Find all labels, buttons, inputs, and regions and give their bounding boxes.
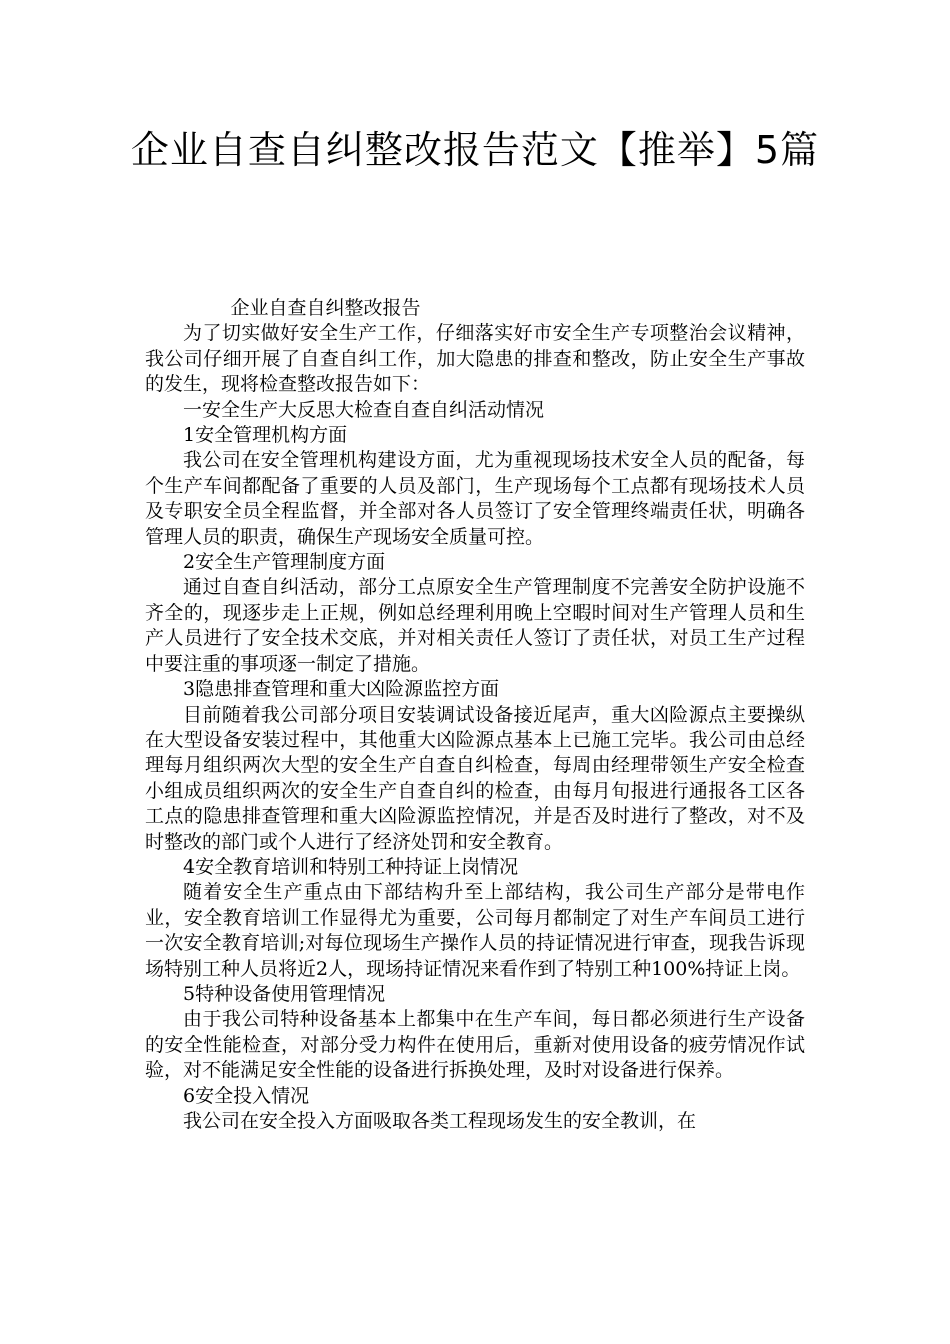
body-paragraph: 由于我公司特种设备基本上都集中在生产车间，每日都必须进行生产设备的安全性能检查，对部分受力构件在使用后，重新对使用设备的疲劳情况作试验，对不能满足安全性能的设备进行拆换处理，及时对设备进行保养。 — [145, 1008, 805, 1082]
section-heading: 2安全生产管理制度方面 — [183, 551, 386, 574]
document-body — [145, 296, 805, 1134]
section-heading: 一安全生产大反思大检查自查自纠活动情况 — [183, 398, 545, 421]
body-paragraph: 我公司在安全管理机构建设方面，尤为重视现场技术安全人员的配备，每个生产车间都配备了重要的人员及部门，生产现场每个工点都有现场技术人员及专职安全员全程监督，并全部对各人员签订了安全管理终端责任状，明确各管理人员的职责，确保生产现场安全质量可控。 — [145, 449, 805, 548]
document-title: 企业自查自纠整改报告范文【推举】5篇 — [130, 128, 820, 172]
body-paragraph: 为了切实做好安全生产工作，仔细落实好市安全生产专项整治会议精神，我公司仔细开展了自查自纠工作，加大隐患的排查和整改，防止安全生产事故的发生，现将检查整改报告如下： — [145, 322, 805, 396]
section-heading: 5特种设备使用管理情况 — [183, 982, 386, 1005]
section-heading: 4安全教育培训和特别工种持证上岗情况 — [183, 855, 519, 878]
body-paragraph: 随着安全生产重点由下部结构升至上部结构，我公司生产部分是带电作业，安全教育培训工作显得尤为重要，公司每月都制定了对生产车间员工进行一次安全教育培训;对每位现场生产操作人员的持证情况进行审查，现我告诉现场特别工种人员将近2人，现场持证情况来看作到了特别工种100%持证上岗。 — [145, 881, 805, 980]
body-paragraph: 目前随着我公司部分项目安装调试设备接近尾声，重大凶险源点主要操纵在大型设备安装过程中，其他重大凶险源点基本上已施工完毕。我公司由总经理每月组织两次大型的安全生产自查自纠检查，每周由经理带领生产安全检查小组成员组织两次的安全生产自查自纠的检查，由每月旬报进行通报各工区各工点的隐患排查管理和重大凶险源监控情况，并是否及时进行了整改，对不及时整改的部门或个人进行了经济处罚和安全教育。 — [145, 703, 805, 853]
body-paragraph: 通过自查自纠活动，部分工点原安全生产管理制度不完善安全防护设施不齐全的，现逐步走上正规，例如总经理利用晚上空暇时间对生产管理人员和生产人员进行了安全技术交底，并对相关责任人签订了责任状，对员工生产过程中要注重的事项逐一制定了措施。 — [145, 576, 805, 675]
report-subtitle: 企业自查自纠整改报告 — [230, 297, 421, 319]
body-paragraph: 我公司在安全投入方面吸取各类工程现场发生的安全教训，在 — [183, 1110, 697, 1132]
section-heading: 1安全管理机构方面 — [183, 424, 348, 447]
section-heading: 6安全投入情况 — [183, 1084, 310, 1107]
section-heading: 3隐患排查管理和重大凶险源监控方面 — [183, 678, 500, 701]
